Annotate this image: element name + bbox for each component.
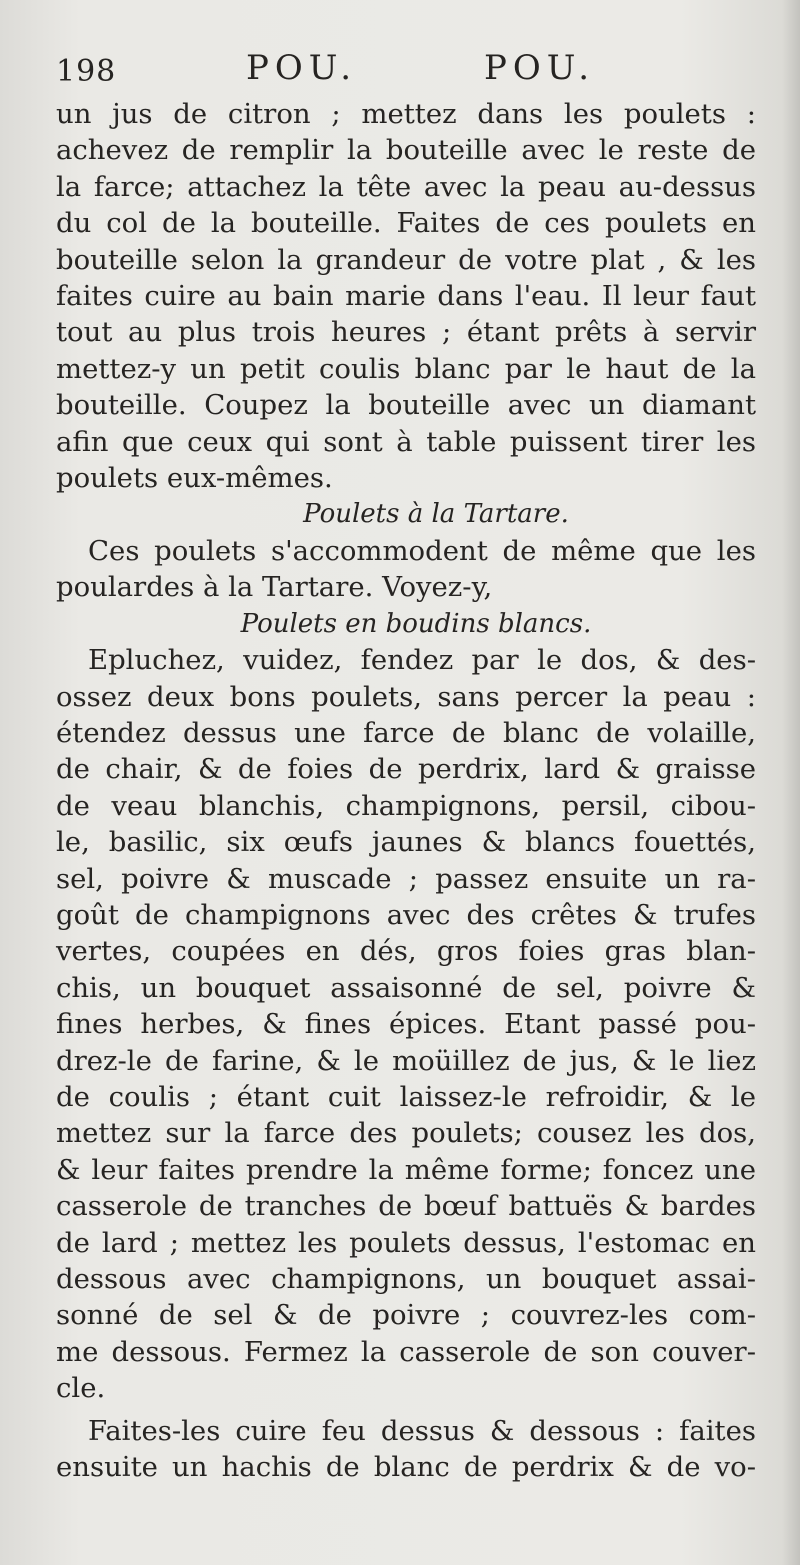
paragraph-4 <box>56 1413 756 1486</box>
text-line: Epluchez, vuidez, fendez par le dos, & des- <box>88 644 756 677</box>
text-line: casserole de tranches de bœuf battuës & bardes <box>56 1190 756 1223</box>
text-line: dessous avec champignons, un bouquet assai- <box>56 1263 756 1295</box>
text-line: achevez de remplir la bouteille avec le reste de <box>56 134 756 167</box>
text-line: drez-le de farine, & le moüillez de jus, & le liez <box>56 1044 756 1077</box>
text-line: chis, un bouquet assaisonné de sel, poivre & <box>56 971 756 1004</box>
text-line: de chair, & de foies de perdrix, lard & graisse <box>56 753 756 786</box>
running-head-right: POU. <box>484 48 596 88</box>
text-line: mettez sur la farce des poulets; cousez les dos, <box>56 1117 756 1150</box>
text-line: & leur faites prendre la même forme; foncez une <box>56 1153 756 1186</box>
section-heading-boudins: Poulets en boudins blancs. <box>240 608 592 639</box>
text-line: de veau blanchis, champignons, persil, cibou- <box>56 789 756 822</box>
text-line: un jus de citron ; mettez dans les poulets : <box>56 98 756 130</box>
text-line: Ces poulets s'accommodent de même que les <box>88 534 756 567</box>
text-line: étendez dessus une farce de blanc de volaille, <box>56 716 756 749</box>
text-line: de coulis ; étant cuit laissez-le refroidir, & le <box>56 1080 756 1113</box>
text-line: me dessous. Fermez la casserole de son couver- <box>56 1335 756 1368</box>
text-line: bouteille selon la grandeur de votre plat , & les <box>56 243 756 276</box>
paragraph-1 <box>56 96 756 496</box>
text-line: Faites-les cuire feu dessus & dessous : faites <box>88 1414 756 1447</box>
text-line: poulardes à la Tartare. Voyez-y, <box>56 571 493 604</box>
running-head-left: POU. <box>246 48 358 88</box>
text-line: afin que ceux qui sont à table puissent tirer les <box>56 425 756 458</box>
text-line: sel, poivre & muscade ; passez ensuite un ra- <box>56 862 756 895</box>
page-body <box>56 96 756 1485</box>
text-line: vertes, coupées en dés, gros foies gras blan- <box>56 935 756 968</box>
section-heading-tartare: Poulets à la Tartare. <box>303 499 569 530</box>
running-header <box>56 48 760 96</box>
text-line: sonné de sel & de poivre ; couvrez-les com- <box>56 1299 756 1332</box>
page-number: 198 <box>56 54 117 89</box>
text-line: ensuite un hachis de blanc de perdrix & de vo- <box>56 1451 756 1484</box>
text-line: cle. <box>56 1372 106 1405</box>
text-line: fines herbes, & fines épices. Etant passé pou- <box>56 1008 756 1041</box>
text-line: bouteille. Coupez la bouteille avec un diamant <box>56 389 756 422</box>
text-line: faites cuire au bain marie dans l'eau. Il leur faut <box>56 280 756 313</box>
text-line: mettez-y un petit coulis blanc par le haut de la <box>56 352 756 385</box>
paragraph-2 <box>56 533 756 606</box>
text-line: poulets eux-mêmes. <box>56 462 333 495</box>
text-line: goût de champignons avec des crêtes & trufes <box>56 898 756 931</box>
paragraph-3 <box>56 642 756 1407</box>
text-line: de lard ; mettez les poulets dessus, l'estomac en <box>56 1226 756 1259</box>
text-line: la farce; attachez la tête avec la peau au-dessus <box>56 170 756 203</box>
text-line: tout au plus trois heures ; étant prêts à servir <box>56 316 756 349</box>
text-line: le, basilic, six œufs jaunes & blancs fouettés, <box>56 826 756 859</box>
text-line: ossez deux bons poulets, sans percer la peau : <box>56 680 756 713</box>
text-line: du col de la bouteille. Faites de ces poulets en <box>56 207 756 240</box>
